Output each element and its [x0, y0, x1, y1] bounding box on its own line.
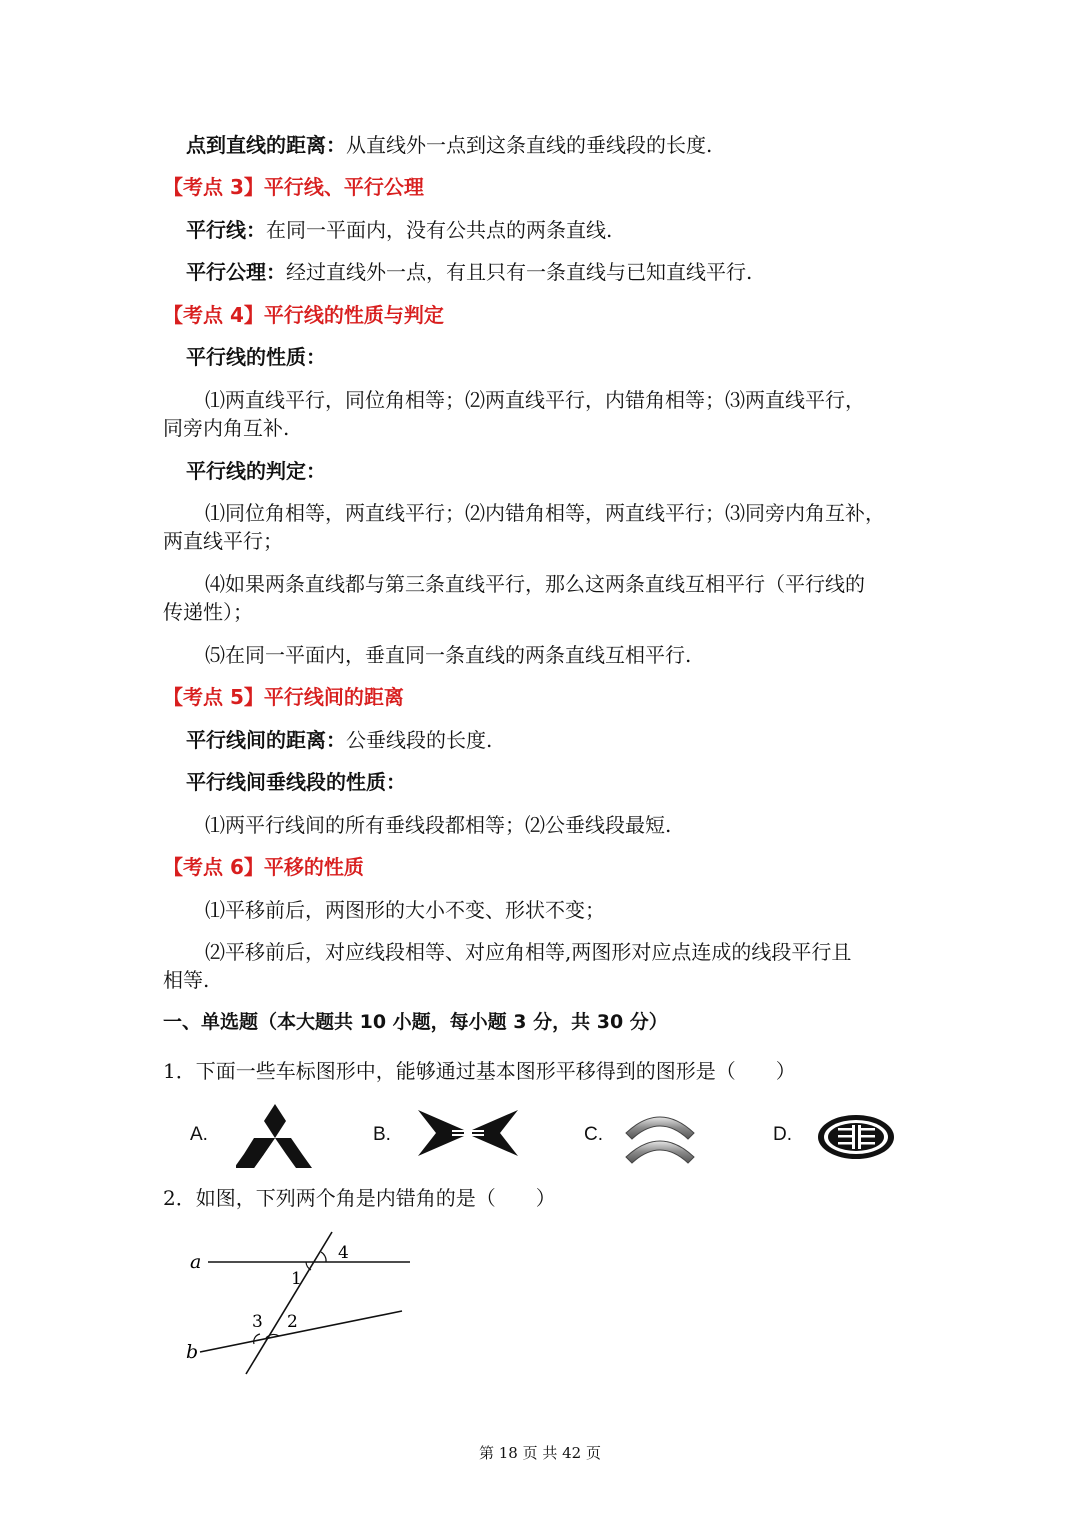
faw-oval-logo-icon: [816, 1113, 896, 1161]
option-b-label: B.: [373, 1124, 391, 1145]
parallel-properties-title: 平行线的性质：: [186, 345, 326, 369]
perpendicular-segment-text: ⑴两平行线间的所有垂线段都相等；⑵公垂线段最短.: [205, 813, 672, 837]
parallel-properties-text-1: ⑴两直线平行，同位角相等；⑵两直线平行，内错角相等；⑶两直线平行，: [205, 388, 865, 412]
translation-property-1: ⑴平移前后，两图形的大小不变、形状不变；: [205, 898, 605, 922]
angle-figure: [180, 1230, 420, 1380]
mitsubishi-logo-icon: [236, 1102, 314, 1170]
section-heading: 一、单选题（本大题共 10 小题，每小题 3 分，共 30 分）: [163, 1011, 668, 1033]
parallel-criteria-title: 平行线的判定：: [186, 459, 326, 483]
parallel-criteria-text-5: ⑸在同一平面内，垂直同一条直线的两条直线互相平行.: [205, 643, 692, 667]
kaodian-5-heading: 【考点 5】平行线间的距离: [163, 685, 404, 709]
option-d-label: D.: [773, 1124, 792, 1145]
definition-parallel-lines: 平行线：在同一平面内，没有公共点的两条直线.: [186, 218, 613, 242]
transversal: [246, 1232, 332, 1374]
definition-point-line-distance: 点到直线的距离：从直线外一点到这条直线的垂线段的长度.: [186, 133, 713, 157]
angle-label-3: 3: [252, 1312, 263, 1332]
option-a-label: A.: [190, 1124, 208, 1145]
definition-parallel-distance: 平行线间的距离：公垂线段的长度.: [186, 728, 493, 752]
parallel-properties-text-2: 同旁内角互补.: [163, 416, 290, 440]
parallel-criteria-text-2: 两直线平行；: [163, 529, 283, 553]
angle-label-2: 2: [287, 1312, 298, 1332]
angle-label-4: 4: [338, 1243, 349, 1263]
question-2: 2．如图，下列两个角是内错角的是（ ）: [163, 1186, 556, 1210]
label-a: a: [190, 1251, 202, 1273]
kaodian-4-heading: 【考点 4】平行线的性质与判定: [163, 303, 444, 327]
translation-property-3: 相等.: [163, 968, 210, 992]
parallel-criteria-text-1: ⑴同位角相等，两直线平行；⑵内错角相等，两直线平行；⑶同旁内角互补，: [205, 501, 885, 525]
parallel-axiom: 平行公理：经过直线外一点，有且只有一条直线与已知直线平行.: [186, 260, 753, 284]
line-b: [200, 1311, 402, 1352]
kaodian-6-heading: 【考点 6】平移的性质: [163, 855, 364, 879]
perpendicular-segment-title: 平行线间垂线段的性质：: [186, 770, 406, 794]
angle-label-1: 1: [291, 1269, 302, 1289]
translation-property-2: ⑵平移前后，对应线段相等、对应角相等,两图形对应点连成的线段平行且: [205, 940, 852, 964]
question-1: 1．下面一些车标图形中，能够通过基本图形平移得到的图形是（ ）: [163, 1059, 796, 1083]
kaodian-3-heading: 【考点 3】平行线、平行公理: [163, 175, 424, 199]
parallel-criteria-text-4: 传递性）；: [163, 600, 253, 624]
page-footer: 第 18 页 共 42 页: [478, 1444, 601, 1462]
double-chevron-logo-icon: [624, 1105, 696, 1165]
option-c-label: C.: [584, 1124, 603, 1145]
winged-x-logo-icon: [416, 1108, 520, 1158]
label-b: b: [186, 1341, 199, 1363]
parallel-criteria-text-3: ⑷如果两条直线都与第三条直线平行，那么这两条直线互相平行（平行线的: [205, 572, 865, 596]
